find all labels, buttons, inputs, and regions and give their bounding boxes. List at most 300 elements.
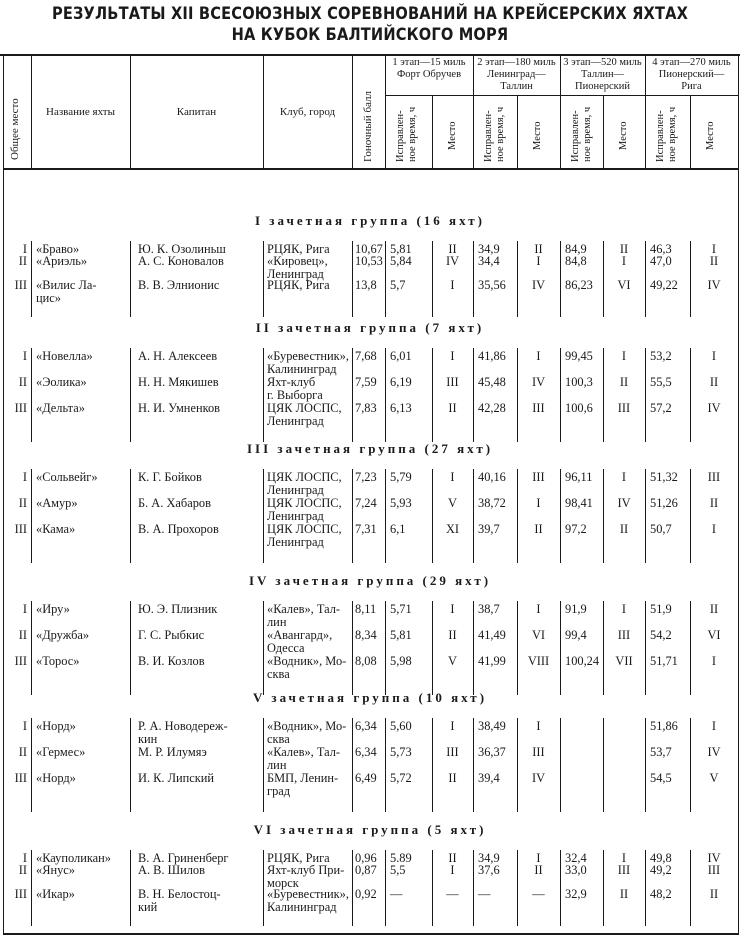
stage-4-corrected-time: 54,2 (650, 628, 672, 642)
racing-score: 8,34 (355, 628, 377, 642)
club-city: «Кировец», (267, 254, 328, 268)
stage-1-corrected-time: 5,60 (390, 719, 412, 733)
stage-1-corrected-time: 5,79 (390, 470, 412, 484)
stage-2-corrected-time: 41,99 (478, 654, 506, 668)
yacht-name: «Кама» (36, 522, 76, 536)
stage-3-corrected-time: 32,4 (565, 851, 587, 865)
captain-name: В. Н. Белостоц- (138, 887, 221, 901)
header-stage-1 (385, 57, 473, 81)
column-rule (352, 601, 353, 695)
stage-4-corrected-time: 54,5 (650, 771, 672, 785)
stage-3-corrected-time: 96,11 (565, 470, 593, 484)
header-corrected-time (570, 107, 594, 162)
column-rule (352, 348, 353, 442)
header-place: Место (618, 121, 629, 150)
yacht-name: «Вилис Ла- (36, 278, 97, 292)
yacht-name: «Янус» (36, 863, 75, 877)
stage-header-line1: 3 этап—520 миль (563, 57, 642, 68)
header-place: Место (447, 121, 458, 150)
overall-place: III (14, 278, 27, 292)
club-city: «Авангард», (267, 628, 333, 642)
yacht-name: «Иру» (36, 602, 70, 616)
corrected-time-line1: Исправлен- (570, 110, 581, 162)
stage-4-corrected-time: 49,22 (650, 278, 678, 292)
column-rule (690, 469, 691, 563)
group-title: II зачетная группа (7 яхт) (255, 320, 485, 335)
stage-4-place: IV (707, 851, 721, 865)
overall-place: III (14, 401, 27, 415)
club-city: ЦЯК ЛОСПС, (267, 522, 342, 536)
stage-2-corrected-time: 34,9 (478, 242, 500, 256)
stage-2-corrected-time: 35,56 (478, 278, 506, 292)
yacht-name: «Ариэль» (36, 254, 88, 268)
stage-1-place: I (450, 602, 455, 616)
captain-name: В. В. Элнионис (138, 278, 220, 292)
stage-3-corrected-time: 33,0 (565, 863, 587, 877)
stage-header-line1: 2 этап—180 миль (477, 57, 556, 68)
column-rule (31, 469, 32, 563)
stage-3-place: III (617, 863, 631, 877)
racing-score: 6,34 (355, 719, 377, 733)
racing-score: 0,96 (355, 851, 377, 865)
column-rule (603, 95, 604, 168)
column-rule (31, 348, 32, 442)
header-corrected-time (655, 107, 679, 162)
club-city: «Калев», Тал- (267, 602, 341, 616)
stage-3-place: II (619, 242, 629, 256)
racing-score: 13,8 (355, 278, 377, 292)
column-rule (560, 241, 561, 317)
column-rule (31, 850, 32, 926)
overall-place: I (22, 242, 27, 256)
stage-2-corrected-time: 41,49 (478, 628, 506, 642)
column-rule (385, 348, 386, 442)
stage-header-line3: Рига (681, 81, 702, 92)
stage-1-corrected-time: — (390, 887, 403, 901)
club-city: «Калев», Тал- (267, 745, 341, 759)
stage-1-corrected-time: 5,73 (390, 745, 412, 759)
stage-2-place: IV (531, 771, 546, 785)
header-racing-score: Гоночный балл (362, 91, 374, 162)
corrected-time-line1: Исправлен- (655, 110, 666, 162)
header-corrected-time (483, 107, 507, 162)
club-city: Ленинград (267, 483, 324, 497)
stage-4-corrected-time: 49,8 (650, 851, 672, 865)
stage-2-place: II (534, 242, 543, 256)
yacht-name: «Новелла» (36, 349, 93, 363)
stage-4-place: I (711, 242, 717, 256)
stage-2-place: I (536, 851, 541, 865)
stage-1-place: II (448, 628, 457, 642)
column-rule (385, 601, 386, 695)
group-title: V зачетная группа (10 яхт) (252, 690, 488, 705)
captain-name: А. С. Коновалов (138, 254, 224, 268)
column-rule (603, 850, 604, 926)
stage-3-place: II (619, 375, 629, 389)
stage-3-place: I (621, 254, 627, 268)
stage-2-corrected-time: 45,48 (478, 375, 506, 389)
stage-3-corrected-time: 100,6 (565, 401, 593, 415)
stage-2-place: III (532, 401, 545, 415)
club-city: РЦЯК, Рига (267, 851, 330, 865)
stage-2-corrected-time: 39,7 (478, 522, 500, 536)
club-city: БМП, Ленин- (267, 771, 339, 785)
stage-4-corrected-time: 55,5 (650, 375, 672, 389)
column-rule (690, 850, 691, 926)
racing-score: 8,08 (355, 654, 377, 668)
stage-4-corrected-time: 53,7 (650, 745, 672, 759)
overall-place: III (14, 654, 27, 668)
stage-2-corrected-time: 36,37 (478, 745, 506, 759)
page-subtitle: НА КУБОК БАЛТИЙСКОГО МОРЯ (231, 25, 509, 45)
stage-3-corrected-time: 99,4 (565, 628, 587, 642)
yacht-name: «Дельта» (36, 401, 85, 415)
yacht-name: «Дружба» (36, 628, 90, 642)
stage-1-place: V (448, 496, 457, 510)
column-rule (263, 469, 264, 563)
column-rule (473, 601, 474, 695)
captain-name: кин (138, 732, 158, 746)
yacht-name: «Эолика» (36, 375, 87, 389)
header-place: Место (532, 121, 543, 150)
column-rule (130, 601, 131, 695)
stage-4-corrected-time: 53,2 (650, 349, 672, 363)
corrected-time-line2: ное время, ч (495, 106, 506, 162)
column-rule (473, 241, 474, 317)
stage-2-place: — (532, 887, 545, 901)
corrected-time-line2: ное время, ч (582, 106, 593, 162)
column-rule (263, 348, 264, 442)
stage-1-corrected-time: 5,5 (390, 863, 406, 877)
stage-4-place: II (709, 254, 719, 268)
stage-1-place: — (446, 887, 459, 901)
stage-4-place: I (711, 719, 717, 733)
column-rule (603, 601, 604, 695)
stage-4-place: III (707, 470, 721, 484)
stage-4-place: V (709, 771, 719, 785)
stage-1-place: III (446, 375, 459, 389)
stage-2-corrected-time: 41,86 (478, 349, 506, 363)
stage-2-place: II (534, 863, 543, 877)
racing-score: 6,49 (355, 771, 377, 785)
yacht-name: «Амур» (36, 496, 78, 510)
overall-place: I (22, 851, 27, 865)
column-rule (31, 718, 32, 812)
stage-2-place: III (532, 470, 545, 484)
stage-3-place: I (621, 349, 627, 363)
column-rule (130, 850, 131, 926)
column-rule (560, 718, 561, 812)
club-city: г. Выборга (267, 388, 323, 402)
column-rule (690, 718, 691, 812)
stage-1-place: III (446, 745, 459, 759)
captain-name: Г. С. Рыбкис (138, 628, 205, 642)
stage-2-corrected-time: 40,16 (478, 470, 506, 484)
stage-4-place: I (711, 654, 717, 668)
stage-3-corrected-time: 99,45 (565, 349, 593, 363)
stage-header-line3: Таллин (500, 81, 533, 92)
stage-header-line2: Ленинград— (487, 69, 546, 80)
column-rule (352, 241, 353, 317)
club-city: Ленинград (267, 267, 324, 281)
captain-name: В. А. Прохоров (138, 522, 219, 536)
captain-name: Н. Н. Мякишев (138, 375, 219, 389)
column-rule (645, 850, 646, 926)
column-rule (352, 850, 353, 926)
column-rule (432, 718, 433, 812)
corrected-time-line2: ное время, ч (407, 106, 418, 162)
stage-1-place: V (448, 654, 457, 668)
column-rule (517, 95, 518, 168)
stage-4-place: I (711, 349, 717, 363)
stage-4-corrected-time: 57,2 (650, 401, 672, 415)
rule (385, 95, 738, 96)
racing-score: 7,23 (355, 470, 377, 484)
column-rule (31, 601, 32, 695)
club-city: «Буревестник», (267, 887, 349, 901)
column-rule (3, 54, 4, 935)
header-club-city: Клуб, город (279, 106, 336, 118)
yacht-name: «Гермес» (36, 745, 86, 759)
column-rule (517, 850, 518, 926)
stage-4-corrected-time: 48,2 (650, 887, 672, 901)
column-rule (352, 54, 353, 168)
stage-3-corrected-time: 91,9 (565, 602, 587, 616)
stage-3-place: II (619, 887, 629, 901)
stage-2-place: IV (531, 278, 546, 292)
column-rule (690, 601, 691, 695)
stage-3-place: III (617, 401, 631, 415)
column-rule (432, 469, 433, 563)
header-stage-2 (473, 57, 560, 93)
column-rule (432, 850, 433, 926)
stage-3-place: VII (615, 654, 633, 668)
column-rule (517, 469, 518, 563)
stage-2-place: VIII (527, 654, 550, 668)
stage-3-corrected-time: 100,3 (565, 375, 593, 389)
column-rule (645, 241, 646, 317)
column-rule (31, 241, 32, 317)
stage-1-place: II (448, 401, 457, 415)
club-city: сква (267, 732, 290, 746)
stage-4-corrected-time: 51,9 (650, 602, 672, 616)
captain-name: Б. А. Хабаров (138, 496, 211, 510)
yacht-name: «Норд» (36, 719, 76, 733)
stage-1-corrected-time: 5,71 (390, 602, 412, 616)
yacht-name: «Сольвейг» (36, 470, 98, 484)
column-rule (432, 348, 433, 442)
yacht-name: «Икар» (36, 887, 75, 901)
stage-1-corrected-time: 6,1 (390, 522, 406, 536)
club-city: лин (267, 758, 287, 772)
club-city: Яхт-клуб (267, 375, 316, 389)
stage-2-corrected-time: 42,28 (478, 401, 506, 415)
column-rule (645, 348, 646, 442)
club-city: град (267, 784, 291, 798)
captain-name: А. Н. Алексеев (138, 349, 218, 363)
stage-4-place: VI (707, 628, 721, 642)
captain-name: Р. А. Новодереж- (138, 719, 228, 733)
club-city: лин (267, 615, 287, 629)
stage-4-corrected-time: 47,0 (650, 254, 672, 268)
column-rule (603, 469, 604, 563)
club-city: Калининград (267, 900, 337, 914)
overall-place: II (18, 254, 27, 268)
stage-2-place: I (536, 349, 541, 363)
stage-4-place: II (709, 887, 719, 901)
yacht-name: цис» (36, 291, 61, 305)
stage-1-place: I (450, 278, 455, 292)
column-rule (603, 241, 604, 317)
stage-1-corrected-time: 5,93 (390, 496, 412, 510)
racing-score: 0,92 (355, 887, 377, 901)
column-rule (385, 718, 386, 812)
stage-2-corrected-time: 38,49 (478, 719, 506, 733)
stage-4-corrected-time: 51,71 (650, 654, 678, 668)
club-city: Одесса (267, 641, 305, 655)
stage-3-corrected-time: 84,8 (565, 254, 587, 268)
column-rule (560, 469, 561, 563)
rule (0, 54, 740, 56)
overall-place: II (18, 628, 27, 642)
stage-1-corrected-time: 6,19 (390, 375, 412, 389)
stage-1-corrected-time: 5,81 (390, 628, 412, 642)
column-rule (645, 718, 646, 812)
stage-3-place: VI (617, 278, 631, 292)
captain-name: А. В. Шилов (138, 863, 205, 877)
column-rule (130, 718, 131, 812)
stage-2-place: I (536, 496, 541, 510)
overall-place: III (14, 522, 27, 536)
stage-1-place: IV (445, 254, 460, 268)
stage-1-corrected-time: 5,7 (390, 278, 406, 292)
column-rule (263, 241, 264, 317)
overall-place: II (18, 863, 27, 877)
overall-place: I (22, 719, 27, 733)
captain-name: М. Р. Илумяэ (138, 745, 207, 759)
column-rule (560, 348, 561, 442)
stage-2-place: II (534, 522, 543, 536)
racing-score: 7,59 (355, 375, 377, 389)
racing-score: 10,67 (355, 242, 383, 256)
stage-2-corrected-time: 39,4 (478, 771, 500, 785)
stage-header-line2: Пионерский— (658, 69, 725, 80)
stage-1-place: II (448, 242, 457, 256)
stage-2-corrected-time: 38,7 (478, 602, 500, 616)
overall-place: III (14, 887, 27, 901)
stage-1-corrected-time: 5,98 (390, 654, 412, 668)
column-rule (385, 850, 386, 926)
stage-3-place: III (617, 628, 631, 642)
club-city: «Буревестник», (267, 349, 349, 363)
header-stage-3 (560, 57, 645, 93)
column-rule (385, 241, 386, 317)
stage-3-place: IV (617, 496, 631, 510)
captain-name: Ю. Э. Плизник (138, 602, 218, 616)
stage-1-corrected-time: 5,81 (390, 242, 412, 256)
stage-4-corrected-time: 49,2 (650, 863, 672, 877)
stage-2-corrected-time: 34,9 (478, 851, 500, 865)
stage-2-corrected-time: — (478, 887, 491, 901)
page-title: РЕЗУЛЬТАТЫ XII ВСЕСОЮЗНЫХ СОРЕВНОВАНИЙ НА КРЕЙСЕРСКИХ ЯХТАХ (51, 4, 689, 24)
club-city: Ленинград (267, 414, 324, 428)
column-rule (690, 95, 691, 168)
column-rule (432, 601, 433, 695)
yacht-name: «Норд» (36, 771, 76, 785)
club-city: сква (267, 667, 290, 681)
racing-score: 7,24 (355, 496, 377, 510)
stage-1-place: XI (445, 522, 460, 536)
overall-place: II (18, 496, 27, 510)
column-rule (517, 348, 518, 442)
column-rule (603, 718, 604, 812)
stage-header-line1: 1 этап—15 миль (392, 57, 466, 68)
stage-4-corrected-time: 51,32 (650, 470, 678, 484)
stage-header-line3: Пионерский (575, 81, 630, 92)
club-city: Ленинград (267, 509, 324, 523)
stage-1-place: I (450, 863, 455, 877)
stage-4-place: III (707, 863, 721, 877)
column-rule (690, 241, 691, 317)
column-rule (517, 241, 518, 317)
stage-3-corrected-time: 86,23 (565, 278, 593, 292)
racing-score: 8,11 (355, 602, 377, 616)
column-rule (517, 601, 518, 695)
column-rule (263, 850, 264, 926)
yacht-name: «Браво» (36, 242, 80, 256)
club-city: ЦЯК ЛОСПС, (267, 470, 342, 484)
column-rule (560, 850, 561, 926)
stage-3-place: I (621, 602, 627, 616)
stage-4-place: II (709, 496, 719, 510)
header-yacht-name: Название яхты (46, 106, 115, 118)
stage-header-line1: 4 этап—270 миль (652, 57, 731, 68)
overall-place: I (22, 602, 27, 616)
stage-1-corrected-time: 5,84 (390, 254, 412, 268)
stage-3-place: I (621, 851, 627, 865)
stage-2-place: IV (531, 375, 546, 389)
racing-score: 0,87 (355, 863, 377, 877)
column-rule (432, 95, 433, 168)
captain-name: Н. И. Умненков (138, 401, 221, 415)
club-city: Ленинград (267, 535, 324, 549)
stage-4-corrected-time: 51,86 (650, 719, 678, 733)
stage-1-corrected-time: 6,01 (390, 349, 412, 363)
column-rule (385, 469, 386, 563)
stage-4-place: IV (707, 278, 721, 292)
stage-3-corrected-time: 100,24 (565, 654, 600, 668)
stage-1-place: II (448, 851, 457, 865)
captain-name: Ю. К. Озолиньш (138, 242, 226, 256)
column-rule (473, 469, 474, 563)
stage-4-place: II (709, 602, 719, 616)
header-captain: Капитан (176, 106, 217, 118)
column-rule (645, 601, 646, 695)
rule (3, 168, 738, 170)
column-rule (738, 54, 739, 935)
stage-4-place: I (711, 522, 717, 536)
stage-1-corrected-time: 6,13 (390, 401, 412, 415)
racing-score: 7,68 (355, 349, 377, 363)
corrected-time-line2: ное время, ч (667, 106, 678, 162)
stage-3-corrected-time: 98,41 (565, 496, 593, 510)
captain-name: К. Г. Бойков (138, 470, 202, 484)
header-place: Место (705, 121, 716, 150)
yacht-name: «Кауполикан» (36, 851, 111, 865)
stage-2-corrected-time: 38,72 (478, 496, 506, 510)
stage-3-place: II (619, 522, 629, 536)
club-city: «Водник», Мо- (267, 719, 347, 733)
